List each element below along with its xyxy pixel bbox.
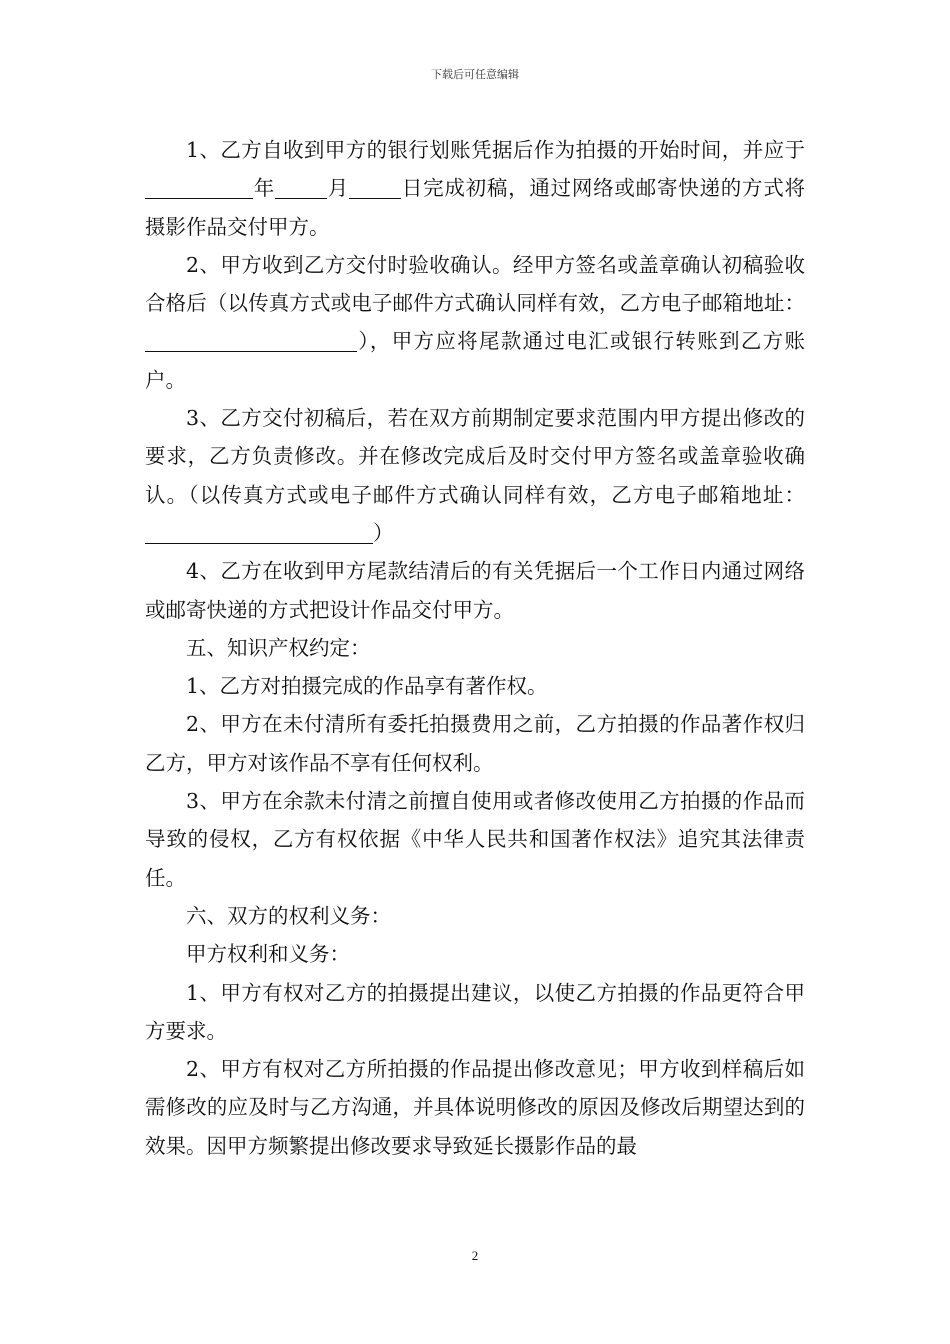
paragraph-2 [145, 246, 805, 399]
page-header: 下载后可任意编辑 [431, 68, 519, 81]
paragraph-7: 3、甲方在余款未付清之前擅自使用或者修改使用乙方拍摄的作品而导致的侵权，乙方有权依据《中华人民共和国著作权法》追究其法律责任。 [145, 789, 805, 890]
paragraph-6: 2、甲方在未付清所有委托拍摄费用之前，乙方拍摄的作品著作权归乙方，甲方对该作品不享有任何权利。 [145, 712, 805, 775]
email-blank-1 [145, 329, 357, 352]
paragraph-1 [145, 131, 805, 246]
document-body [145, 131, 805, 1165]
paragraph-1-text-a: 1、乙方自收到甲方的银行划账凭据后作为拍摄的开始时间，并应于 [186, 138, 805, 162]
paragraph-2-text-b: ），甲方应将尾款通过电汇或银行转账到乙方账户。 [145, 329, 805, 392]
paragraph-5: 1、乙方对拍摄完成的作品享有著作权。 [186, 674, 548, 699]
paragraph-4: 4、乙方在收到甲方尾款结清后的有关凭据后一个工作日内通过网络或邮寄快递的方式把设计作品交付甲方。 [145, 559, 805, 622]
email-blank-2 [145, 521, 373, 544]
subheading-party-a: 甲方权利和义务： [186, 942, 350, 967]
paragraph-9: 2、甲方有权对乙方所拍摄的作品提出修改意见；甲方收到样稿后如需修改的应及时与乙方沟通，并具体说明修改的原因及修改后期望达到的效果。因甲方频繁提出修改要求导致延长摄影作品的最 [145, 1057, 805, 1158]
page-number: 2 [471, 1248, 479, 1263]
paragraph-8: 1、甲方有权对乙方的拍摄提出建议，以使乙方拍摄的作品更符合甲方要求。 [145, 980, 805, 1043]
paragraph-3-text-b: ） [373, 520, 394, 545]
paragraph-3 [145, 399, 805, 552]
year-label: 年 [253, 176, 276, 201]
paragraph-3-text-a: 3、乙方交付初稿后，若在双方前期制定要求范围内甲方提出修改的要求，乙方负责修改。并在修改完成后及时交付甲方签名或盖章验收确认。（以传真方式或电子邮件方式确认同样有效，乙方电子邮箱地址： [145, 406, 805, 507]
section-heading-6: 六、双方的权利义务： [186, 903, 391, 928]
year-blank [145, 176, 253, 199]
month-label: 月 [327, 176, 350, 201]
day-blank [349, 176, 401, 199]
paragraph-2-text-a: 2、甲方收到乙方交付时验收确认。经甲方签名或盖章确认初稿验收合格后（以传真方式或电子邮件方式确认同样有效，乙方电子邮箱地址： [145, 252, 805, 316]
month-blank [275, 176, 327, 199]
paragraph-1-text-d: 日完成初稿，通过网络或邮寄快递的方式将摄影作品交付甲方。 [145, 176, 806, 239]
section-heading-5: 五、知识产权约定： [186, 635, 371, 660]
